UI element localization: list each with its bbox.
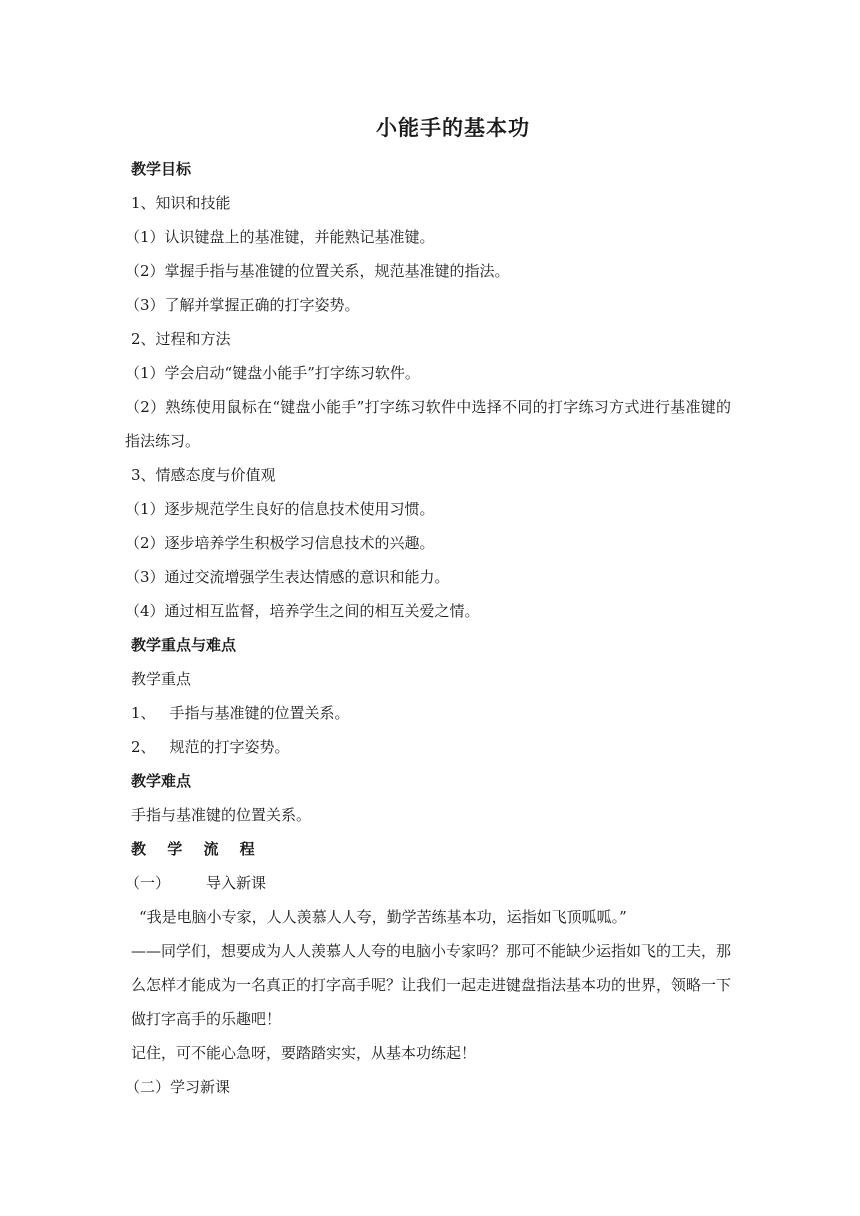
- key-point-item: [131, 696, 731, 730]
- key-point-text: 规范的打字姿势。: [169, 738, 290, 756]
- flow-step-2: （二）学习新课: [125, 1078, 231, 1096]
- flow-step-title: 导入新课: [206, 874, 267, 892]
- intro-paragraph: ——同学们，想要成为人人羡慕人人夸的电脑小专家吗？那可不能缺少运指如飞的工夫，那么怎样才能成为一名真正的打字高手呢？让我们一起走进键盘指法基本功的世界，领略一下做打字高手的乐趣吧！: [131, 942, 732, 1028]
- goal-heading-3: 3、情感态度与价值观: [131, 466, 276, 484]
- flow-step-1: [125, 866, 731, 900]
- quote-paragraph: “我是电脑小专家，人人羡慕人人夸，勤学苦练基本功，运指如飞顶呱呱。”: [139, 908, 627, 926]
- section-heading-key-points: 教学重点与难点: [131, 636, 237, 654]
- page-title: 小能手的基本功: [376, 116, 530, 140]
- reminder-paragraph: 记住，可不能心急呀，要踏踏实实，从基本功练起！: [131, 1044, 477, 1062]
- goal-item: （1）认识键盘上的基准键，并能熟记基准键。: [125, 228, 435, 246]
- goal-item: （1）逐步规范学生良好的信息技术使用习惯。: [125, 500, 435, 518]
- key-point-item: [131, 730, 731, 764]
- section-heading-flow: 教 学 流 程: [131, 840, 263, 858]
- document-body: [125, 152, 732, 1104]
- key-point-number: 1、: [131, 704, 156, 722]
- flow-step-number: （一）: [125, 874, 171, 892]
- goal-heading-1: 1、知识和技能: [131, 194, 231, 212]
- section-heading-difficulties: 教学难点: [131, 772, 192, 790]
- goal-item: （4）通过相互监督，培养学生之间的相互关爱之情。: [125, 602, 480, 620]
- difficulty-item: 手指与基准键的位置关系。: [131, 806, 312, 824]
- key-point-text: 手指与基准键的位置关系。: [169, 704, 350, 722]
- goal-item: （2）逐步培养学生积极学习信息技术的兴趣。: [125, 534, 435, 552]
- key-points-label: 教学重点: [131, 670, 192, 688]
- key-point-number: 2、: [131, 738, 156, 756]
- goal-heading-2: 2、过程和方法: [131, 330, 231, 348]
- section-heading-goals: 教学目标: [131, 160, 192, 178]
- goal-item: （3）了解并掌握正确的打字姿势。: [125, 296, 360, 314]
- goal-item: （2）掌握手指与基准键的位置关系，规范基准键的指法。: [125, 262, 510, 280]
- goal-item: （3）通过交流增强学生表达情感的意识和能力。: [125, 568, 450, 586]
- goal-item: （1）学会启动“键盘小能手”打字练习软件。: [125, 364, 420, 382]
- goal-item: （2）熟练使用鼠标在“键盘小能手”打字练习软件中选择不同的打字练习方式进行基准键的指法练习。: [125, 398, 731, 450]
